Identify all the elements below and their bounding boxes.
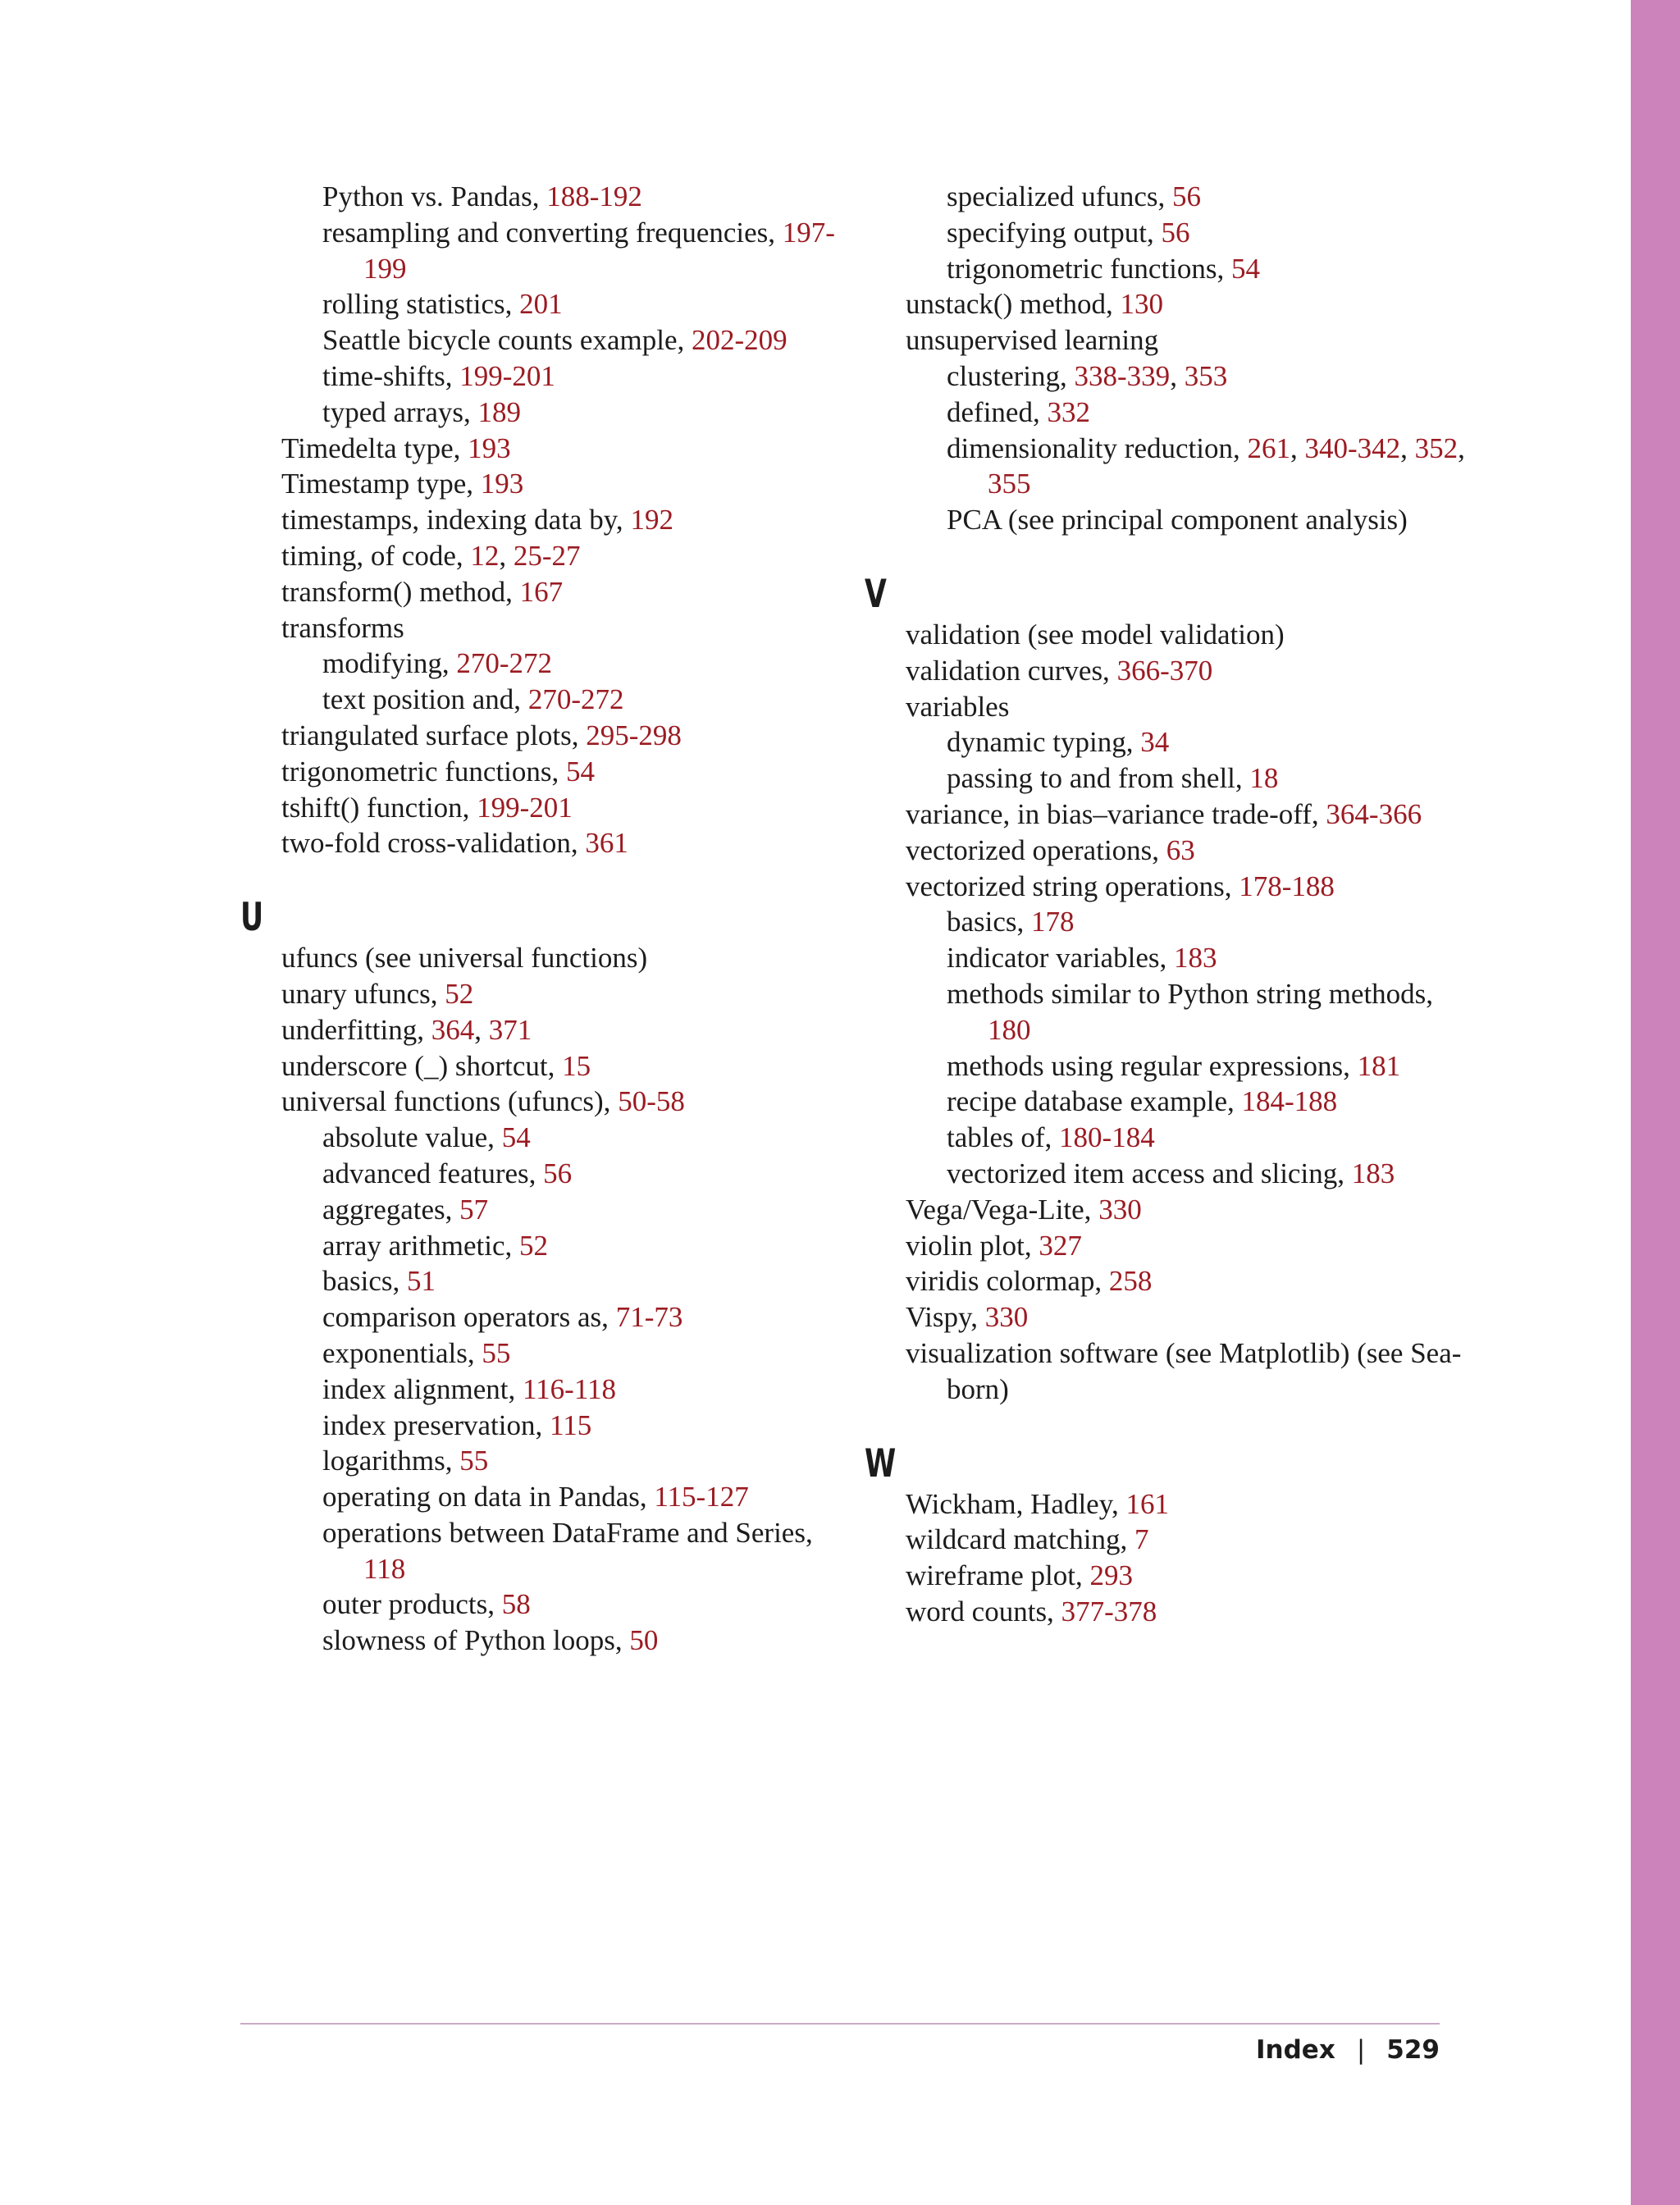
index-term: text position and, — [322, 683, 528, 716]
index-term: dimensionality reduction, — [947, 431, 1248, 464]
index-subentry — [281, 646, 847, 682]
index-subentry — [281, 1335, 847, 1372]
index-entry — [240, 1012, 847, 1048]
index-term: array arithmetic, — [322, 1229, 520, 1262]
index-subentry — [906, 251, 1472, 287]
index-term: methods similar to Python string methods, — [947, 977, 1434, 1010]
index-term: validation (see model validation) — [906, 618, 1285, 651]
page-reference-link[interactable]: 63 — [1166, 833, 1195, 866]
index-entry — [240, 718, 847, 754]
index-subentry — [906, 1084, 1472, 1120]
page-reference-link[interactable]: 355 — [988, 468, 1031, 500]
index-subentry — [281, 1299, 847, 1335]
index-subentry — [281, 1228, 847, 1264]
page-reference-link[interactable]: 353 — [1184, 359, 1228, 392]
page-reference-link[interactable]: 115-127 — [654, 1481, 749, 1513]
index-term: typed arrays, — [322, 395, 478, 428]
index-term: index preservation, — [322, 1408, 550, 1441]
index-term: slowness of Python loops, — [322, 1624, 630, 1657]
page-reference-link[interactable]: 180-184 — [1059, 1121, 1155, 1154]
index-subentry — [281, 1479, 847, 1515]
page-reference-link[interactable]: 180 — [988, 1013, 1031, 1046]
index-term: logarithms, — [322, 1445, 460, 1477]
page-reference-link[interactable]: 183 — [1173, 942, 1217, 975]
index-entry — [240, 976, 847, 1012]
footer-section-label: Index — [1256, 2035, 1335, 2065]
page-reference-link[interactable]: 178 — [1031, 906, 1075, 938]
index-subentry — [281, 322, 847, 358]
page-reference-link[interactable]: 364-366 — [1326, 797, 1422, 830]
page-reference-link[interactable]: 293 — [1089, 1559, 1133, 1592]
index-term: Wickham, Hadley, — [906, 1487, 1126, 1520]
page-reference-link[interactable]: 56 — [1161, 216, 1190, 249]
index-term: viridis colormap, — [906, 1265, 1109, 1298]
page-reference-link[interactable]: 34 — [1140, 726, 1170, 759]
index-term: two-fold cross-validation, — [281, 827, 586, 860]
index-subentry — [906, 724, 1472, 760]
index-term: Timestamp type, — [281, 468, 481, 500]
index-term: Vispy, — [906, 1301, 985, 1334]
index-term: Vega/Vega-Lite, — [906, 1193, 1099, 1226]
page-reference-link[interactable]: 371 — [488, 1013, 532, 1046]
index-subentry — [281, 1515, 847, 1587]
page-reference-link[interactable]: 130 — [1120, 288, 1163, 321]
index-entry — [240, 1084, 847, 1120]
index-term: violin plot, — [906, 1229, 1039, 1262]
index-subentry — [281, 1443, 847, 1479]
index-term: vectorized operations, — [906, 833, 1166, 866]
index-term: defined, — [947, 395, 1048, 428]
index-entry — [865, 689, 1472, 725]
page-reference-link[interactable]: 54 — [566, 755, 596, 788]
index-term: Python vs. Pandas, — [322, 180, 547, 212]
index-term: absolute value, — [322, 1121, 502, 1154]
index-subentry — [906, 395, 1472, 431]
page-reference-link[interactable]: 270-272 — [527, 683, 624, 716]
page-reference-link[interactable]: 55 — [459, 1445, 489, 1477]
index-entry — [865, 1299, 1472, 1335]
index-term: index alignment, — [322, 1372, 523, 1405]
page-reference-link[interactable]: 295-298 — [586, 719, 682, 751]
page-reference-link[interactable]: 193 — [468, 431, 511, 464]
index-term: transforms — [281, 611, 404, 644]
index-entry — [240, 754, 847, 790]
page-reference-link[interactable]: 192 — [630, 504, 673, 536]
index-term: operating on data in Pandas, — [322, 1481, 655, 1513]
page-reference-link[interactable]: 181 — [1357, 1049, 1401, 1082]
page-reference-link[interactable]: 58 — [501, 1588, 531, 1621]
page-reference-link[interactable]: 270-272 — [456, 647, 552, 680]
page-reference-link[interactable]: 115 — [550, 1408, 592, 1441]
index-term: wildcard matching, — [906, 1523, 1134, 1556]
index-term: vectorized string operations, — [906, 870, 1239, 902]
index-term: operations between DataFrame and Series, — [322, 1516, 813, 1549]
index-subentry — [906, 940, 1472, 976]
index-term: resampling and converting frequencies, — [322, 216, 783, 249]
index-subentry — [906, 215, 1472, 251]
index-entry — [240, 940, 847, 976]
index-subentry — [906, 1120, 1472, 1156]
index-entry — [865, 1192, 1472, 1228]
index-term: basics, — [322, 1265, 408, 1298]
page-reference-link[interactable]: 50 — [629, 1624, 659, 1657]
page-reference-link[interactable]: 52 — [519, 1229, 549, 1262]
index-term: unary ufuncs, — [281, 977, 445, 1010]
index-term: timing, of code, — [281, 539, 471, 572]
page-separator: , — [1458, 431, 1465, 464]
page-reference-link[interactable]: 352 — [1414, 431, 1459, 464]
index-term: advanced features, — [322, 1157, 544, 1189]
page-reference-link[interactable]: 71-73 — [615, 1301, 683, 1334]
index-entry — [240, 538, 847, 574]
page-reference-link[interactable]: 167 — [519, 575, 564, 608]
page-reference-link[interactable]: 202-209 — [691, 324, 788, 357]
index-term: visualization software (see Matplotlib) (see Sea‐born) — [906, 1336, 1462, 1405]
index-subentry — [906, 1156, 1472, 1192]
index-entry — [240, 431, 847, 467]
page-reference-link[interactable]: 52 — [445, 977, 474, 1010]
index-subentry — [906, 358, 1472, 395]
index-entry — [865, 1335, 1472, 1408]
index-term: dynamic typing, — [947, 726, 1141, 759]
page-reference-link[interactable]: 118 — [363, 1552, 406, 1585]
index-entry — [240, 825, 847, 861]
index-letter-heading: W — [865, 1440, 897, 1486]
index-term: comparison operators as, — [322, 1301, 616, 1334]
page-reference-link[interactable]: 201 — [519, 288, 563, 321]
footer-rule — [240, 2023, 1440, 2025]
page-reference-link[interactable]: 361 — [585, 827, 628, 860]
index-term: outer products, — [322, 1588, 502, 1621]
index-subentry — [281, 215, 847, 287]
index-term: basics, — [947, 906, 1032, 938]
page-reference-link[interactable]: 377-378 — [1061, 1595, 1157, 1628]
index-entry — [865, 617, 1472, 653]
page-reference-link[interactable]: 261 — [1247, 431, 1290, 464]
index-subentry — [906, 1048, 1472, 1084]
page-reference-link[interactable]: 56 — [1172, 180, 1202, 212]
page-separator: , — [1290, 431, 1305, 464]
page-reference-link[interactable]: 327 — [1039, 1229, 1082, 1262]
index-entry — [240, 610, 847, 646]
index-term: unsupervised learning — [906, 324, 1159, 357]
index-entry — [865, 1263, 1472, 1299]
page-reference-link[interactable]: 330 — [984, 1301, 1029, 1334]
page-reference-link[interactable]: 184-188 — [1241, 1085, 1338, 1118]
index-entry — [240, 574, 847, 610]
index-term: underscore (_) shortcut, — [281, 1049, 563, 1082]
index-subentry — [281, 1586, 847, 1623]
page-reference-link[interactable]: 338-339 — [1074, 359, 1171, 392]
index-term: universal functions (ufuncs), — [281, 1085, 619, 1118]
index-entry — [240, 1048, 847, 1084]
index-entry — [865, 1486, 1472, 1522]
index-subentry — [281, 1408, 847, 1444]
page-reference-link[interactable]: 199-201 — [459, 359, 555, 392]
page-reference-link[interactable]: 7 — [1134, 1523, 1149, 1556]
index-subentry — [906, 904, 1472, 940]
page-reference-link[interactable]: 25-27 — [513, 539, 581, 572]
page-reference-link[interactable]: 56 — [543, 1157, 573, 1189]
page-reference-link[interactable]: 51 — [407, 1265, 436, 1298]
index-subentry — [906, 431, 1472, 503]
index-term: Seattle bicycle counts example, — [322, 324, 692, 357]
index-term: transform() method, — [281, 575, 520, 608]
index-subentry — [906, 502, 1472, 538]
thumb-tab — [1631, 0, 1680, 2205]
index-term: rolling statistics, — [322, 288, 520, 321]
page-separator: , — [1400, 431, 1415, 464]
page-reference-link[interactable]: 57 — [459, 1193, 489, 1226]
page-reference-link[interactable]: 55 — [482, 1336, 511, 1369]
page-reference-link[interactable]: 364 — [431, 1013, 475, 1046]
index-subentry — [281, 682, 847, 718]
index-subentry — [281, 1263, 847, 1299]
index-entry — [240, 466, 847, 502]
index-entry — [865, 1522, 1472, 1558]
index-term: timestamps, indexing data by, — [281, 504, 631, 536]
index-term: tables of, — [947, 1121, 1060, 1154]
index-subentry — [281, 1192, 847, 1228]
index-term: trigonometric functions, — [947, 252, 1232, 285]
page-reference-link[interactable]: 18 — [1249, 762, 1279, 795]
index-term: word counts, — [906, 1595, 1061, 1628]
page-separator: , — [474, 1013, 489, 1046]
page-separator: , — [1170, 359, 1185, 392]
index-subentry — [281, 1623, 847, 1659]
index-entry — [240, 790, 847, 826]
index-term: variables — [906, 690, 1010, 723]
index-term: wireframe plot, — [906, 1559, 1090, 1592]
index-subentry — [281, 179, 847, 215]
index-subentry — [281, 395, 847, 431]
page-reference-link[interactable]: 161 — [1125, 1487, 1169, 1520]
index-entry — [865, 286, 1472, 322]
index-subentry — [906, 179, 1472, 215]
page-reference-link[interactable]: 197-199 — [363, 216, 835, 285]
index-term: trigonometric functions, — [281, 755, 567, 788]
index-term: recipe database example, — [947, 1085, 1242, 1118]
footer-page-number: 529 — [1386, 2035, 1440, 2065]
page-reference-link[interactable]: 54 — [501, 1121, 531, 1154]
index-term: variance, in bias–variance trade-off, — [906, 797, 1326, 830]
index-term: validation curves, — [906, 654, 1117, 687]
index-subentry — [281, 1372, 847, 1408]
page-reference-link[interactable]: 12 — [470, 539, 500, 572]
page-reference-link[interactable]: 340-342 — [1304, 431, 1401, 464]
index-entry — [865, 1228, 1472, 1264]
index-term: indicator variables, — [947, 942, 1174, 975]
index-term: specifying output, — [947, 216, 1162, 249]
page-reference-link[interactable]: 332 — [1047, 395, 1090, 428]
index-entry — [865, 1594, 1472, 1630]
index-entry — [865, 869, 1472, 905]
page-footer — [1256, 2035, 1440, 2065]
page-reference-link[interactable]: 178-188 — [1239, 870, 1335, 902]
index-subentry — [906, 760, 1472, 797]
index-term: underfitting, — [281, 1013, 431, 1046]
page-reference-link[interactable]: 366-370 — [1116, 654, 1213, 687]
index-term: Timedelta type, — [281, 431, 468, 464]
page-separator: , — [499, 539, 514, 572]
index-column-left — [240, 179, 847, 1659]
index-term: ufuncs (see universal functions) — [281, 942, 648, 975]
page-reference-link[interactable]: 193 — [480, 468, 524, 500]
page-reference-link[interactable]: 189 — [477, 395, 522, 428]
index-entry — [865, 833, 1472, 869]
index-entry — [865, 1558, 1472, 1594]
index-entry — [865, 797, 1472, 833]
page-reference-link[interactable]: 15 — [562, 1049, 591, 1082]
index-term: vectorized item access and slicing, — [947, 1157, 1352, 1189]
index-term: tshift() function, — [281, 791, 477, 824]
index-term: specialized ufuncs, — [947, 180, 1173, 212]
index-subentry — [281, 1156, 847, 1192]
page-reference-link[interactable]: 116-118 — [522, 1372, 617, 1405]
index-term: methods using regular expressions, — [947, 1049, 1358, 1082]
index-entry — [240, 502, 847, 538]
index-entry — [865, 322, 1472, 358]
page-reference-link[interactable]: 188-192 — [546, 180, 642, 212]
footer-separator: | — [1356, 2035, 1366, 2065]
index-subentry — [906, 976, 1472, 1048]
index-term: aggregates, — [322, 1193, 460, 1226]
page-reference-link[interactable]: 330 — [1098, 1193, 1142, 1226]
index-term: exponentials, — [322, 1336, 482, 1369]
index-letter-heading: V — [865, 571, 887, 617]
index-column-right — [865, 179, 1472, 1630]
page-reference-link[interactable]: 258 — [1108, 1265, 1153, 1298]
index-letter-heading: U — [240, 895, 264, 941]
index-subentry — [281, 286, 847, 322]
index-term: passing to and from shell, — [947, 762, 1250, 795]
index-term: PCA (see principal component analysis) — [947, 504, 1408, 536]
index-term: time-shifts, — [322, 359, 460, 392]
page-reference-link[interactable]: 54 — [1231, 252, 1261, 285]
index-term: unstack() method, — [906, 288, 1121, 321]
index-term: clustering, — [947, 359, 1075, 392]
index-subentry — [281, 1120, 847, 1156]
index-entry — [865, 653, 1472, 689]
index-subentry — [281, 358, 847, 395]
index-term: triangulated surface plots, — [281, 719, 587, 751]
index-term: modifying, — [322, 647, 457, 680]
page-reference-link[interactable]: 199-201 — [477, 791, 573, 824]
page-reference-link[interactable]: 183 — [1351, 1157, 1395, 1189]
page-reference-link[interactable]: 50-58 — [618, 1085, 685, 1118]
